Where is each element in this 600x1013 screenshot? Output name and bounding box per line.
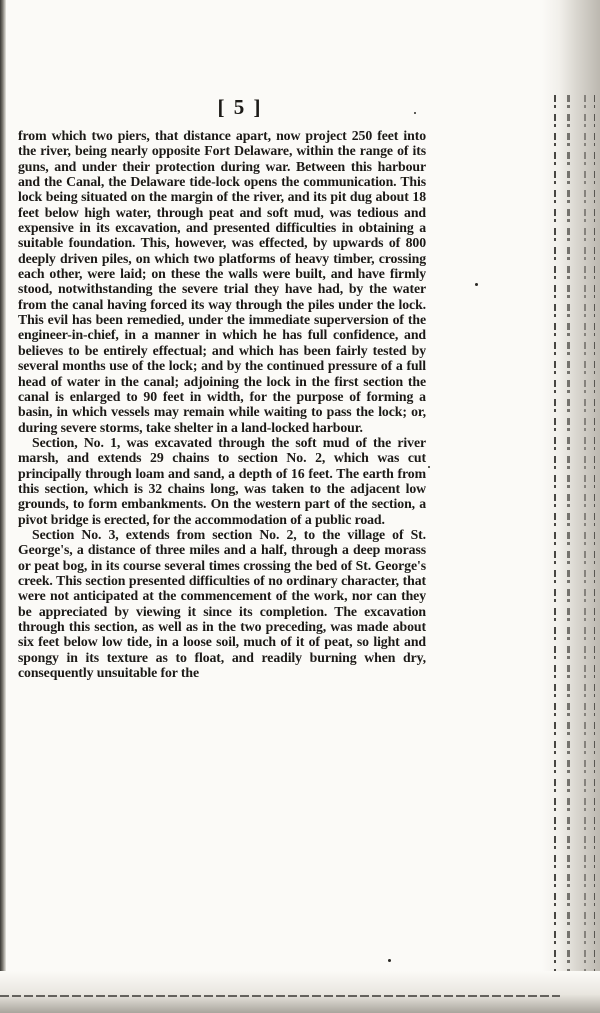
ink-speck [475, 283, 478, 286]
paragraph-1: from which two piers, that distance apart, now project 250 feet into the river, being nearly opposite Fort Delaware, within the range of its guns, and under their protection during war. Between this harbour and the Canal, the Delaware tide-lock opens the communication. This lock being situated on the margin of the river, and its pit dug about 18 feet below high water, through peat and soft mud, was tedious and expensive in its excavation, and presented difficulties in obtaining a suitable foundation. This, however, was effected, by upwards of 800 deeply driven piles, on which two platforms of heavy timber, crossing each other, were laid; on these the walls were built, and have firmly stood, notwithstanding the severe trial they have had, by the water from the canal having forced its way through the piles under the lock. This evil has been remedied, under the immediate superversion of the engineer-in-chief, in a manner in which he has full confidence, and believes to be entirely effectual; and which has been fairly tested by several months use of the lock; and by the continued pressure of a full head of water in the canal; adjoining the lock in the first section the canal is enlarged to 90 feet in width, for the purpose of forming a basin, in which vessels may remain while waiting to pass the lock; or, during severe storms, take shelter in a land-locked harbour. [18, 128, 426, 435]
page-bottom-edge [0, 971, 600, 1013]
gutter-shadow-line [594, 95, 595, 980]
paragraph-2: Section, No. 1, was excavated through the soft mud of the river marsh, and extends 29 chains to section No. 2, which was cut principally through loam and sand, a depth of 16 feet. The earth from this section, which is 32 chains long, was taken to the adjacent low grounds, to form embankments. On the western part of the section, a pivot bridge is erected, for the accommodation of a public road. [18, 434, 426, 527]
gutter-shadow-line [567, 95, 570, 980]
page-left-edge [0, 0, 6, 1013]
binding-gutter [542, 0, 600, 1013]
gutter-shadow-line [554, 95, 556, 980]
bottom-shadow-line [0, 995, 560, 997]
ink-speck [388, 959, 391, 962]
gutter-shadow-line [584, 95, 586, 980]
paragraph-3: Section No. 3, extends from section No. 2, to the village of St. George's, a distance of three miles and a half, through a deep morass or peat bog, in its course several times crossing the bed of St. George's creek. This section presented difficulties of no ordinary character, that were not anticipated at the commencement of the work, nor can they be appreciated by viewing it since its completion. The excavation through this section, as well as in the two preceding, was made about six feet below low tide, in a loose soil, much of it of peat, so light and spongy in its texture as to float, and readily burning when dry, consequently unsuitable for the [18, 526, 426, 681]
ink-speck [428, 466, 430, 468]
page-number: [ 5 ] [217, 95, 263, 119]
body-text [18, 128, 426, 680]
